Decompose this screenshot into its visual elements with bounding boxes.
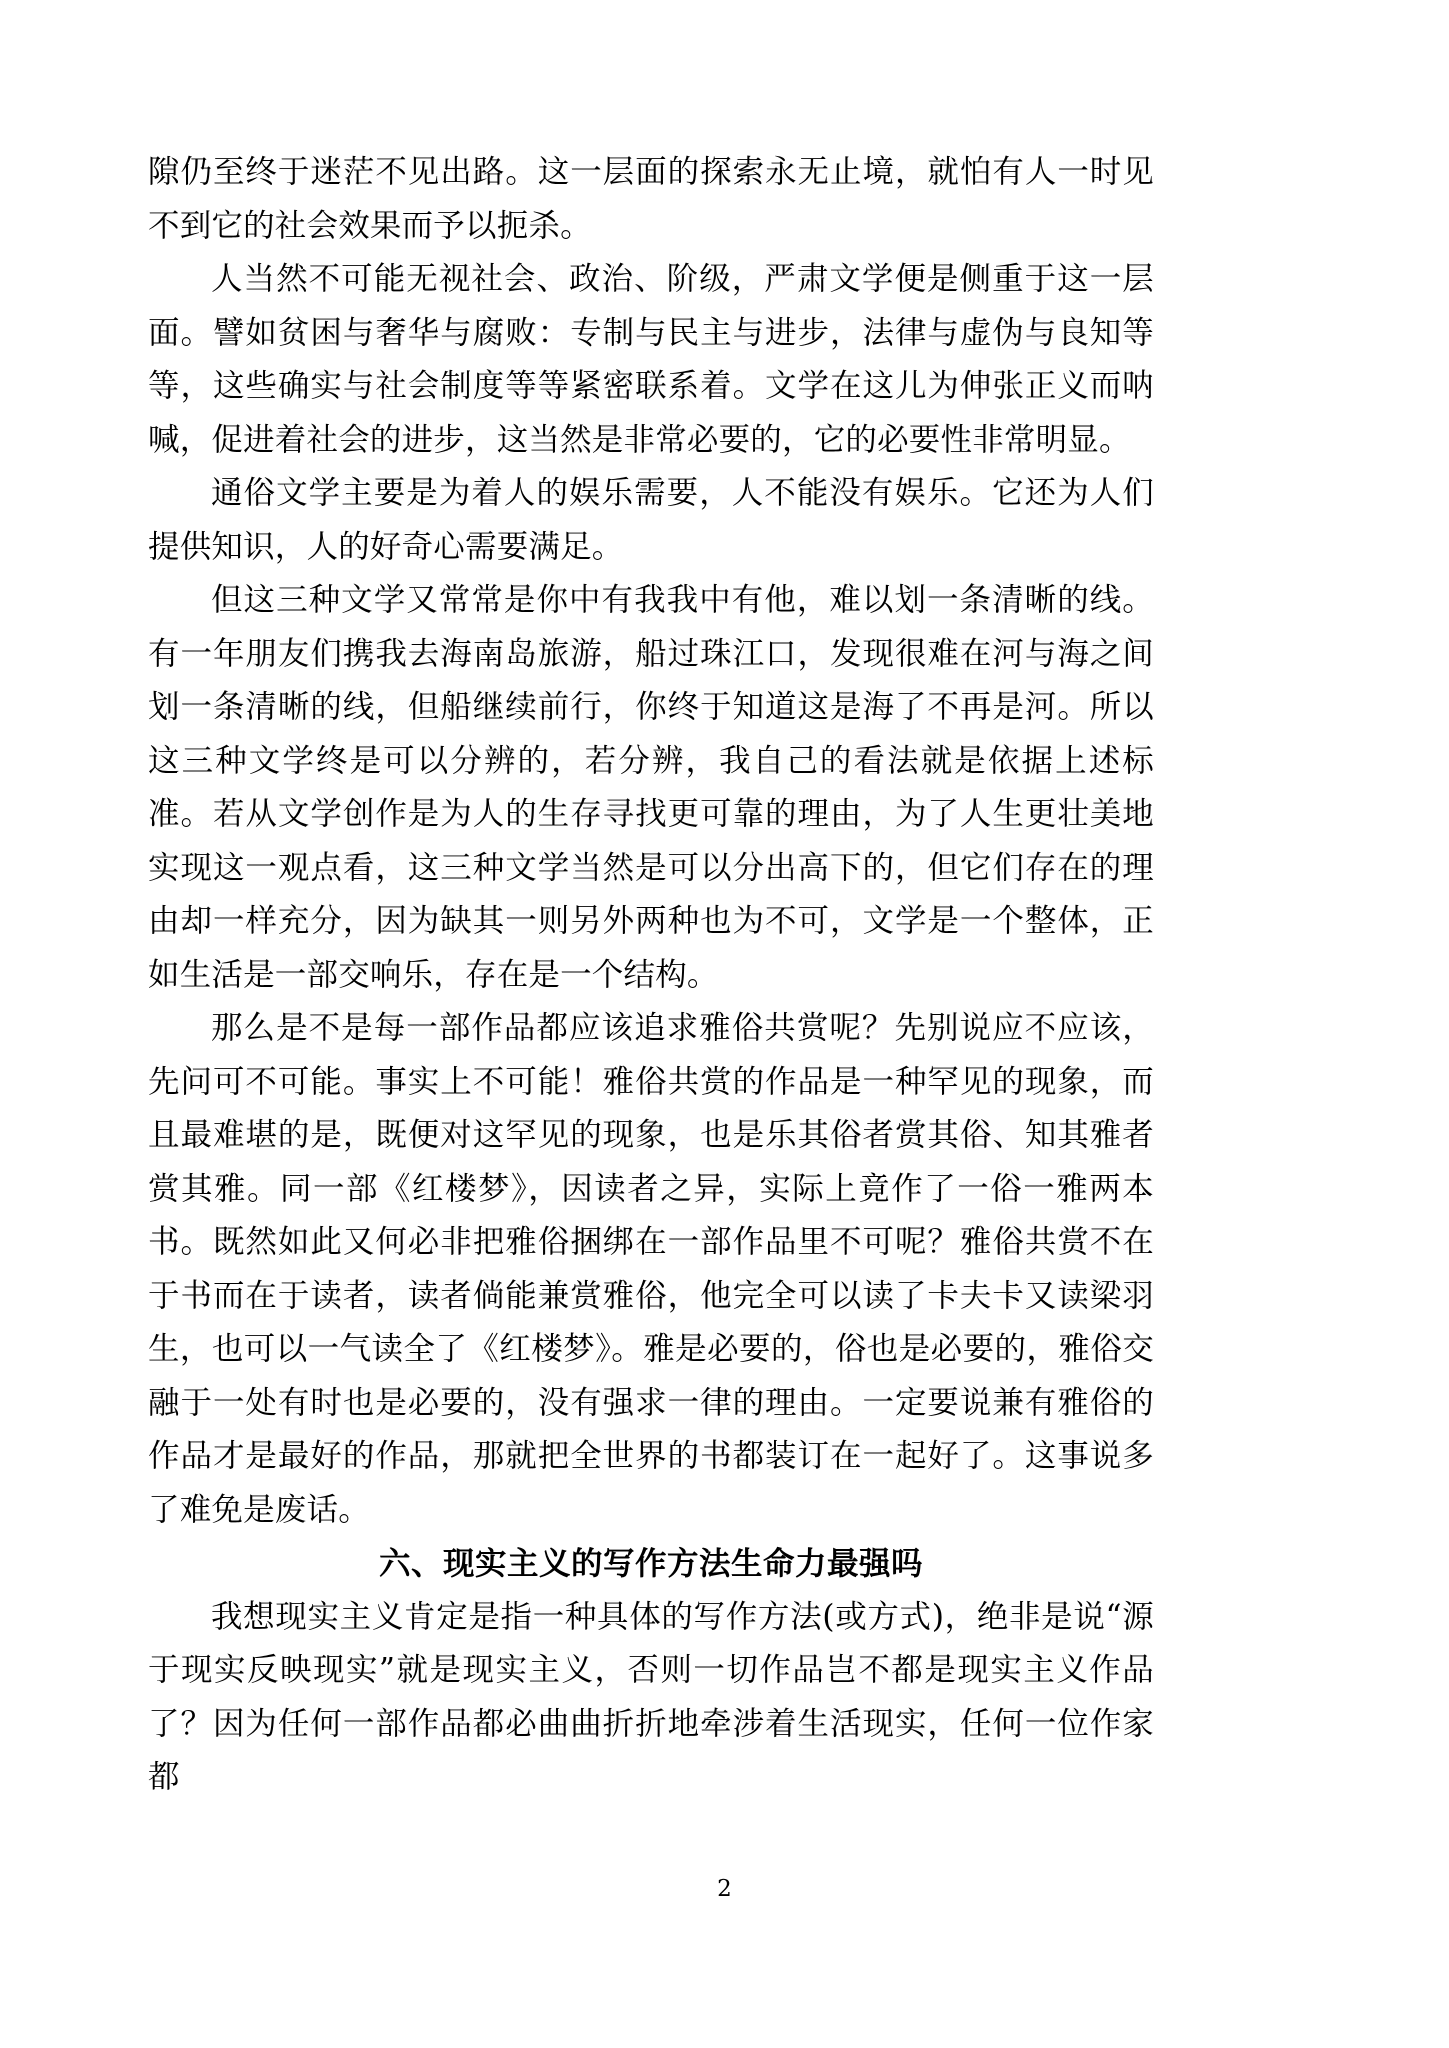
paragraph-serious-literature: 人当然不可能无视社会、政治、阶级，严肃文学便是侧重于这一层面。譬如贫困与奢华与腐败：专制与民主与进步，法律与虚伪与良知等等，这些确实与社会制度等等紧密联系着。文学在这儿为伸张正义而呐喊，促进着社会的进步，这当然是非常必要的，它的必要性非常明显。 [148,261,1154,458]
paragraph-continued: 隙仍至终于迷茫不见出路。这一层面的探索永无止境，就怕有人一时见不到它的社会效果而予以扼杀。 [148,154,1154,244]
page-number: 2 [717,1876,732,1902]
paragraph-popular-literature: 通俗文学主要是为着人的娱乐需要，人不能没有娱乐。它还为人们提供知识，人的好奇心需要满足。 [148,475,1154,565]
paragraph-three-literatures: 但这三种文学又常常是你中有我我中有他，难以划一条清晰的线。有一年朋友们携我去海南岛旅游，船过珠江口，发现很难在河与海之间划一条清晰的线，但船继续前行，你终于知道这是海了不再是河。所以这三种文学终是可以分辨的，若分辨，我自己的看法就是依据上述标准。若从文学创作是为人的生存寻找更可靠的理由，为了人生更壮美地实现这一观点看，这三种文学当然是可以分出高下的，但它们存在的理由却一样充分，因为缺其一则另外两种也为不可，文学是一个整体，正如生活是一部交响乐，存在是一个结构。 [148,582,1154,993]
paragraph-elegant-and-popular: 那么是不是每一部作品都应该追求雅俗共赏呢？先别说应不应该，先问可不可能。事实上不可能！雅俗共赏的作品是一种罕见的现象，而且最难堪的是，既便对这罕见的现象，也是乐其俗者赏其俗、知其雅者赏其雅。同一部《红楼梦》，因读者之异，实际上竟作了一俗一雅两本书。既然如此又何必非把雅俗捆绑在一部作品里不可呢？雅俗共赏不在于书而在于读者，读者倘能兼赏雅俗，他完全可以读了卡夫卡又读梁羽生，也可以一气读全了《红楼梦》。雅是必要的，俗也是必要的，雅俗交融于一处有时也是必要的，没有强求一律的理由。一定要说兼有雅俗的作品才是最好的作品，那就把全世界的书都装订在一起好了。这事说多了难免是废话。 [148,1010,1154,1528]
section-heading-six: 六、现实主义的写作方法生命力最强吗 [378,1545,923,1582]
page-text-column [148,146,1154,1805]
paragraph-realism: 我想现实主义肯定是指一种具体的写作方法(或方式)，绝非是说“源于现实反映现实”就是现实主义，否则一切作品岂不都是现实主义作品了？因为任何一部作品都必曲曲折折地牵涉着生活现实，任何一位作家都 [148,1598,1154,1795]
